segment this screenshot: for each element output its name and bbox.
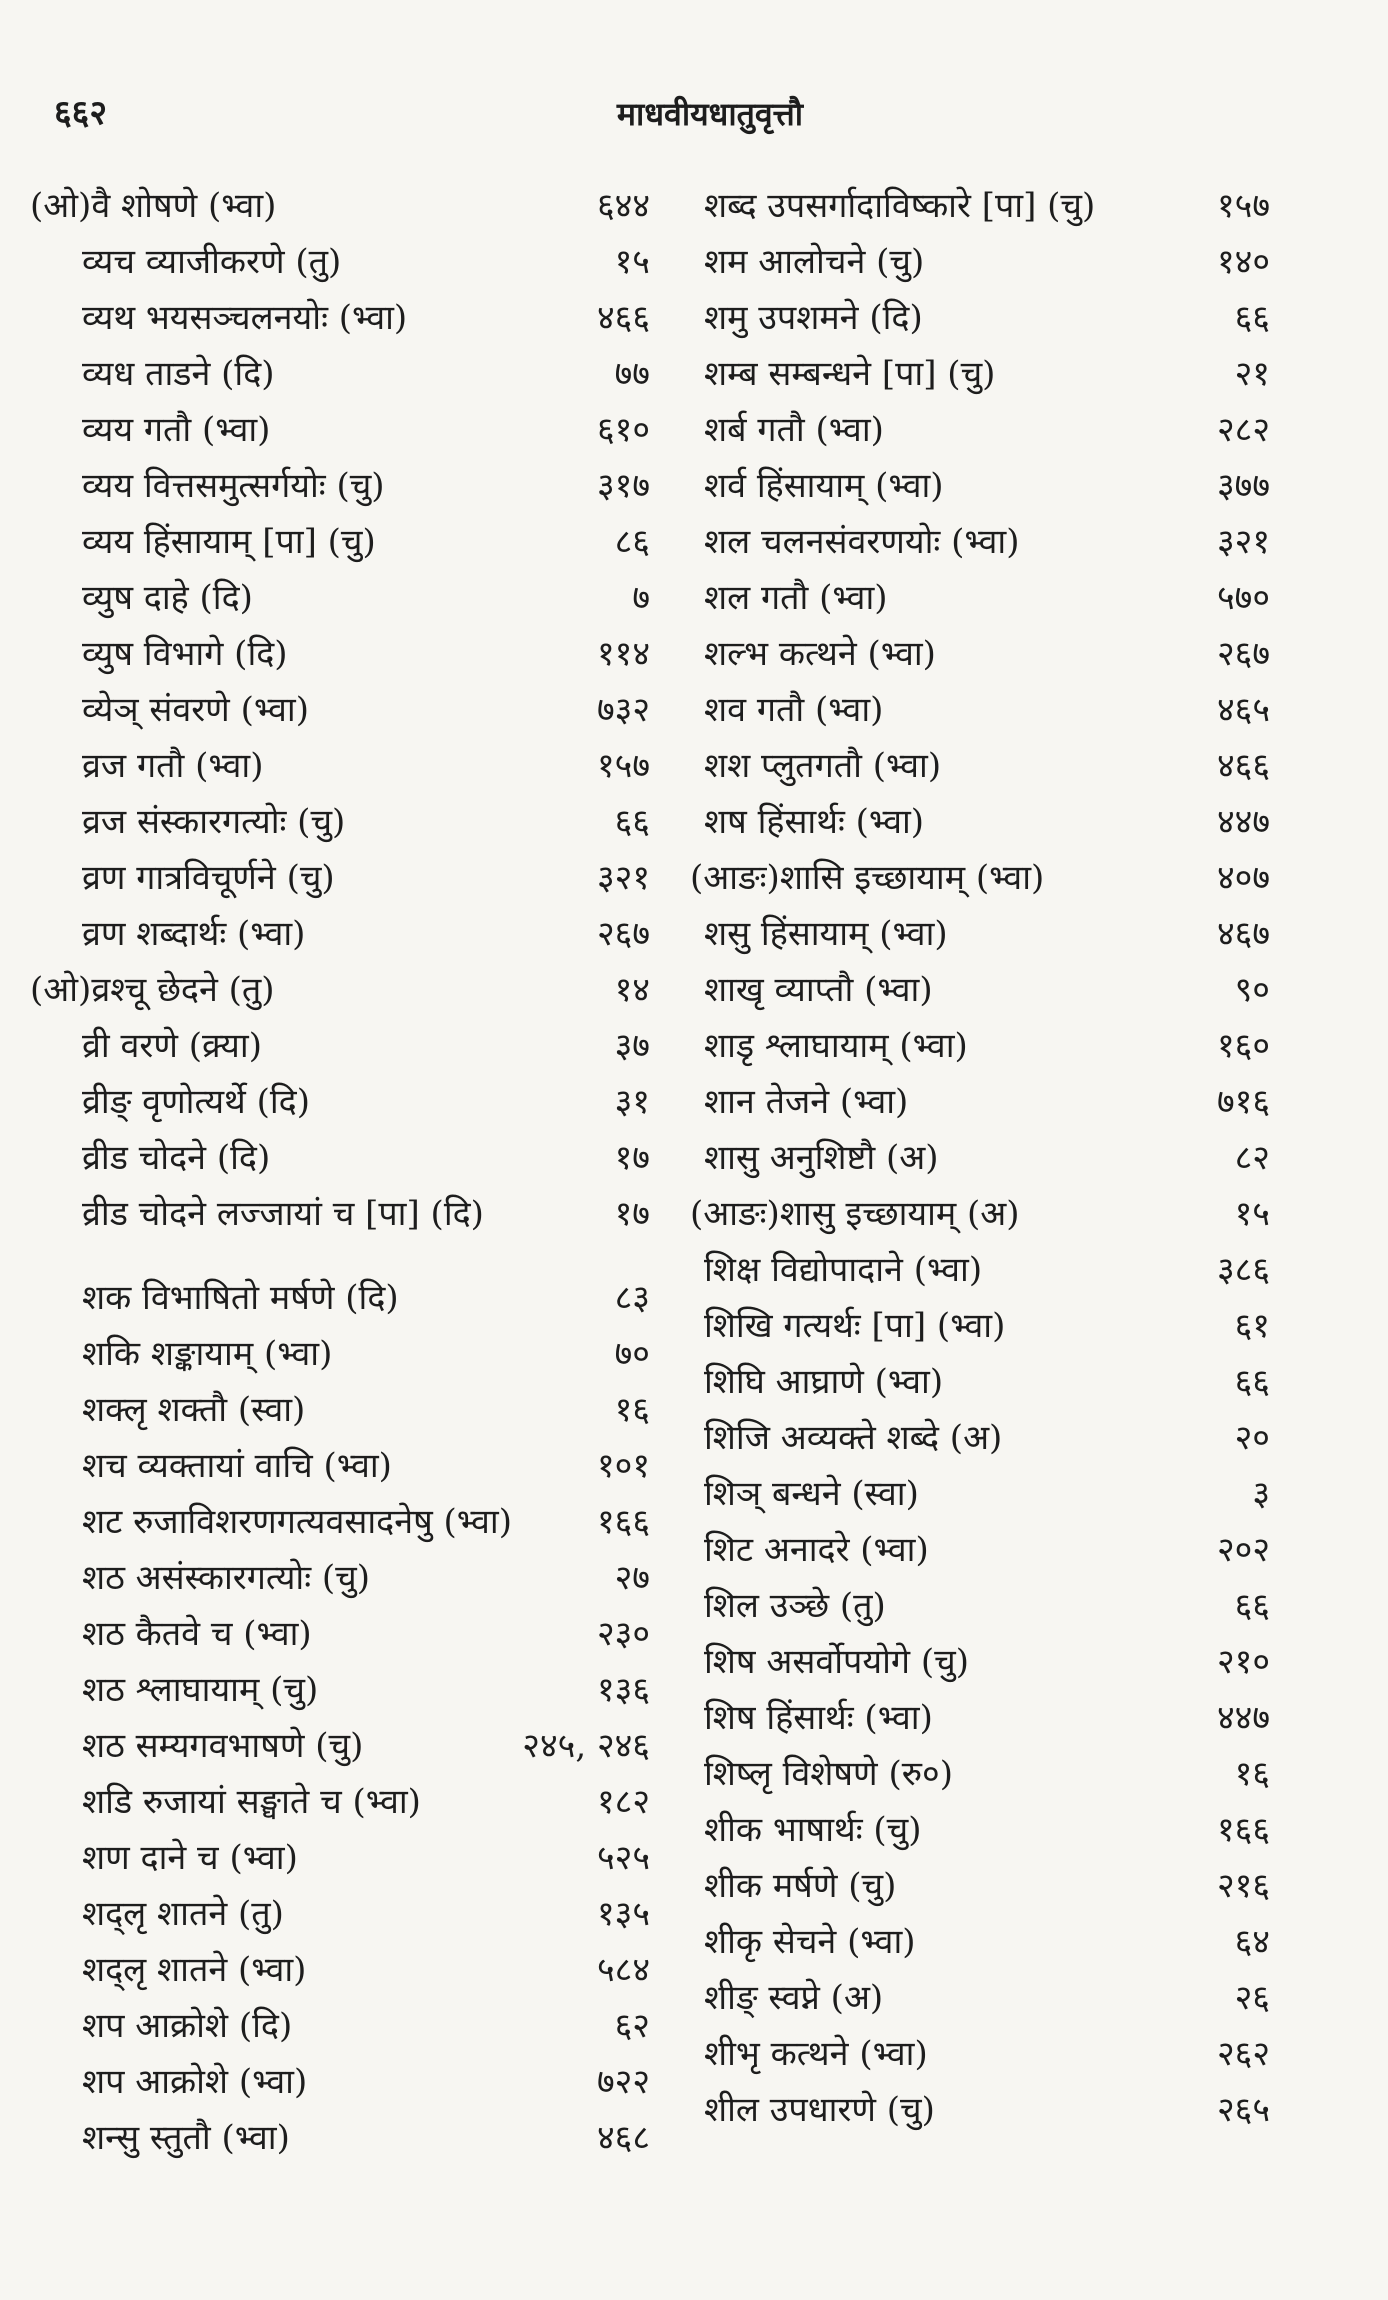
entry-page-number: ८३ (614, 1278, 650, 1318)
entry-root: शीक भाषार्थः (चु) (704, 1810, 922, 1850)
entry-root: शिक्ष विद्योपादाने (भ्वा) (704, 1250, 983, 1290)
entry-page-number: २० (1234, 1418, 1270, 1458)
entry-page-number: ८२ (1234, 1138, 1270, 1178)
index-entry (690, 1130, 1270, 1186)
entry-page-number: १३६ (596, 1670, 650, 1710)
entry-root: वै शोषणे (भ्वा) (91, 186, 277, 226)
entry-page-number: २३० (596, 1614, 650, 1654)
entry-page-number: ३१७ (596, 466, 650, 506)
entry-page-number: २४५, २४६ (522, 1726, 650, 1766)
entry-page-number: २७ (614, 1558, 650, 1598)
index-entry (30, 1718, 650, 1774)
index-entry (690, 1578, 1270, 1634)
entry-page-number: ३२१ (1216, 522, 1270, 562)
index-entry (690, 1466, 1270, 1522)
entry-page-number: १६६ (1216, 1810, 1270, 1850)
index-entry (30, 906, 650, 962)
index-entry (30, 402, 650, 458)
index-entry (30, 178, 650, 234)
entry-page-number: २६७ (596, 914, 650, 954)
entry-page-number: १३५ (596, 1894, 650, 1934)
index-entry (30, 1130, 650, 1186)
entry-page-number: ६६ (614, 802, 650, 842)
index-entry (690, 458, 1270, 514)
entry-page-number: २०२ (1216, 1530, 1270, 1570)
entry-page-number: ४६६ (596, 298, 650, 338)
entry-root: व्यय गतौ (भ्वा) (82, 410, 271, 450)
index-entry (30, 570, 650, 626)
entry-page-number: ५२५ (596, 1838, 650, 1878)
entry-root: शिजि अव्यक्ते शब्दे (अ) (704, 1418, 1003, 1458)
index-entry (690, 1914, 1270, 1970)
entry-page-number: ६१ (1234, 1306, 1270, 1346)
index-entry (690, 570, 1270, 626)
index-entry (30, 234, 650, 290)
entry-page-number: ९० (1234, 970, 1270, 1010)
entry-page-number: ६४ (1234, 1922, 1270, 1962)
entry-prefix: (आङः) (690, 1194, 780, 1234)
entry-root: शठ श्लाघायाम् (चु) (82, 1670, 319, 1710)
entry-root: शाडृ श्लाघायाम् (भ्वा) (704, 1026, 968, 1066)
entry-page-number: ४४७ (1216, 1698, 1270, 1738)
index-entry (30, 794, 650, 850)
entry-page-number: २१० (1216, 1642, 1270, 1682)
index-entry (690, 906, 1270, 962)
entry-page-number: १७ (614, 1138, 650, 1178)
entry-root: शिञ् बन्धने (स्वा) (704, 1474, 919, 1514)
index-entry (30, 1662, 650, 1718)
entry-root: शप आक्रोशे (दि) (82, 2006, 293, 2046)
index-entry (30, 682, 650, 738)
index-entry (690, 850, 1270, 906)
entry-page-number: ३१ (614, 1082, 650, 1122)
index-entry (30, 850, 650, 906)
index-entry (30, 1074, 650, 1130)
entry-root: व्यय हिंसायाम् [पा] (चु) (82, 522, 376, 562)
index-entry (690, 1354, 1270, 1410)
index-entry (30, 1886, 650, 1942)
entry-page-number: ३७७ (1216, 466, 1270, 506)
entry-root: शासु अनुशिष्टौ (अ) (704, 1138, 939, 1178)
entry-root: शाखृ व्याप्तौ (भ्वा) (704, 970, 933, 1010)
index-entry (30, 290, 650, 346)
entry-root: शिखि गत्यर्थः [पा] (भ्वा) (704, 1306, 1006, 1346)
entry-root: शद्लृ शातने (तु) (82, 1894, 284, 1934)
entry-page-number: ६६ (1234, 1586, 1270, 1626)
index-entry (30, 2054, 650, 2110)
entry-root: शद्लृ शातने (भ्वा) (82, 1950, 307, 1990)
entry-page-number: १६० (1216, 1026, 1270, 1066)
entry-prefix: (आङः) (690, 858, 780, 898)
entry-prefix: (ओ) (30, 186, 92, 226)
index-entry (30, 626, 650, 682)
entry-page-number: ३२१ (596, 858, 650, 898)
entry-page-number: ५७० (1216, 578, 1270, 618)
entry-root: शिष हिंसार्थः (भ्वा) (704, 1698, 933, 1738)
entry-page-number: १६६ (596, 1502, 650, 1542)
index-entry (690, 1746, 1270, 1802)
entry-page-number: ३८६ (1216, 1250, 1270, 1290)
entry-root: व्रण गात्रविचूर्णने (चु) (82, 858, 335, 898)
index-entry (690, 1802, 1270, 1858)
index-entry (30, 1550, 650, 1606)
entry-root: शीङ् स्वप्ने (अ) (704, 1978, 884, 2018)
index-entry (30, 1018, 650, 1074)
index-entry (30, 738, 650, 794)
index-entry (30, 1494, 650, 1550)
index-entry (30, 1942, 650, 1998)
entry-page-number: १६ (1234, 1754, 1270, 1794)
entry-root: शन्सु स्तुतौ (भ्वा) (82, 2118, 290, 2158)
index-entry (690, 1690, 1270, 1746)
index-entry (690, 962, 1270, 1018)
index-entry (690, 1074, 1270, 1130)
index-entry (690, 794, 1270, 850)
index-entry (690, 2082, 1270, 2138)
index-entry (30, 1270, 650, 1326)
entry-page-number: १८२ (596, 1782, 650, 1822)
entry-root: शासु इच्छायाम् (अ) (779, 1194, 1020, 1234)
entry-root: व्रश्चू छेदने (तु) (91, 970, 275, 1010)
index-entry (30, 2110, 650, 2166)
index-entry (30, 1438, 650, 1494)
index-entry (690, 1410, 1270, 1466)
entry-page-number: ७१६ (1216, 1082, 1270, 1122)
entry-page-number: ४४७ (1216, 802, 1270, 842)
index-entry (30, 1382, 650, 1438)
entry-root: शक्लृ शक्तौ (स्वा) (82, 1390, 306, 1430)
entry-root: शण दाने च (भ्वा) (82, 1838, 298, 1878)
entry-page-number: ३ (1252, 1474, 1270, 1514)
entry-root: शम्ब सम्बन्धने [पा] (चु) (704, 354, 996, 394)
entry-root: व्येञ् संवरणे (भ्वा) (82, 690, 309, 730)
entry-page-number: १०१ (596, 1446, 650, 1486)
entry-page-number: ४६६ (1216, 746, 1270, 786)
entry-prefix: (ओ) (30, 970, 92, 1010)
entry-page-number: २६२ (1216, 2034, 1270, 2074)
entry-page-number: १४० (1216, 242, 1270, 282)
entry-page-number: ४०७ (1216, 858, 1270, 898)
index-entry (30, 346, 650, 402)
entry-root: शर्ब गतौ (भ्वा) (704, 410, 884, 450)
entry-root: शिष्लृ विशेषणे (रु०) (704, 1754, 953, 1794)
entry-root: व्रीङ् वृणोत्यर्थे (दि) (82, 1082, 310, 1122)
entry-root: शीभृ कत्थने (भ्वा) (704, 2034, 928, 2074)
right-column (690, 178, 1270, 2138)
index-entry (690, 346, 1270, 402)
entry-root: व्रीड चोदने (दि) (82, 1138, 271, 1178)
entry-root: शिघि आघ्राणे (भ्वा) (704, 1362, 944, 1402)
entry-page-number: ८६ (614, 522, 650, 562)
index-entry (690, 1186, 1270, 1242)
entry-root: शीक मर्षणे (चु) (704, 1866, 897, 1906)
index-entry (30, 458, 650, 514)
index-entry (690, 682, 1270, 738)
entry-root: शट रुजाविशरणगत्यवसादनेषु (भ्वा) (82, 1502, 512, 1542)
entry-root: शासि इच्छायाम् (भ्वा) (779, 858, 1045, 898)
entry-page-number: २८२ (1216, 410, 1270, 450)
entry-page-number: ७३२ (596, 690, 650, 730)
entry-root: शश प्लुतगतौ (भ्वा) (704, 746, 942, 786)
entry-page-number: १६ (614, 1390, 650, 1430)
entry-root: शल्भ कत्थने (भ्वा) (704, 634, 936, 674)
index-entry (690, 1970, 1270, 2026)
entry-root: शप आक्रोशे (भ्वा) (82, 2062, 308, 2102)
entry-root: शव गतौ (भ्वा) (704, 690, 884, 730)
entry-root: व्रज गतौ (भ्वा) (82, 746, 264, 786)
entry-root: व्युष दाहे (दि) (82, 578, 253, 618)
entry-root: शष हिंसार्थः (भ्वा) (704, 802, 925, 842)
entry-root: शिल उञ्छे (तु) (704, 1586, 886, 1626)
entry-page-number: ४६५ (1216, 690, 1270, 730)
index-entry (30, 1998, 650, 2054)
entry-root: व्यध ताडने (दि) (82, 354, 275, 394)
entry-root: शिष असर्वोपयोगे (चु) (704, 1642, 969, 1682)
entry-page-number: ७७ (614, 354, 650, 394)
entry-page-number: १५७ (596, 746, 650, 786)
entry-page-number: ३७ (614, 1026, 650, 1066)
entry-root: व्युष विभागे (दि) (82, 634, 288, 674)
left-column (30, 178, 650, 2166)
entry-page-number: ६४४ (596, 186, 650, 226)
entry-page-number: ६१० (596, 410, 650, 450)
entry-page-number: ६२ (614, 2006, 650, 2046)
entry-root: व्यय वित्तसमुत्सर्गयोः (चु) (82, 466, 385, 506)
entry-root: शर्व हिंसायाम् (भ्वा) (704, 466, 944, 506)
index-entry (690, 1634, 1270, 1690)
entry-root: शीकृ सेचने (भ्वा) (704, 1922, 916, 1962)
entry-root: व्रज संस्कारगत्योः (चु) (82, 802, 346, 842)
entry-page-number: २१६ (1216, 1866, 1270, 1906)
index-entry (30, 1606, 650, 1662)
index-entry (690, 514, 1270, 570)
index-entry (30, 962, 650, 1018)
entry-root: शक विभाषितो मर्षणे (दि) (82, 1278, 399, 1318)
entry-root: शान तेजने (भ्वा) (704, 1082, 909, 1122)
index-entry (690, 290, 1270, 346)
index-entry (690, 1298, 1270, 1354)
entry-root: व्रीड चोदने लज्जायां च [पा] (दि) (82, 1194, 484, 1234)
entry-page-number: ४६७ (1216, 914, 1270, 954)
entry-page-number: ११४ (596, 634, 650, 674)
entry-root: व्यच व्याजीकरणे (तु) (82, 242, 342, 282)
entry-root: शल चलनसंवरणयोः (भ्वा) (704, 522, 1020, 562)
entry-root: शील उपधारणे (चु) (704, 2090, 935, 2130)
index-entry (690, 402, 1270, 458)
entry-page-number: ७० (614, 1334, 650, 1374)
entry-root: शसु हिंसायाम् (भ्वा) (704, 914, 948, 954)
section-gap (30, 1242, 650, 1270)
index-entry (690, 178, 1270, 234)
entry-page-number: १५ (1234, 1194, 1270, 1234)
index-entry (690, 738, 1270, 794)
index-entry (30, 514, 650, 570)
entry-root: शम आलोचने (चु) (704, 242, 925, 282)
index-entry (690, 1858, 1270, 1914)
entry-page-number: ७ (632, 578, 650, 618)
index-entry (690, 234, 1270, 290)
entry-page-number: ७२२ (596, 2062, 650, 2102)
entry-page-number: ५८४ (596, 1950, 650, 1990)
entry-root: शल गतौ (भ्वा) (704, 578, 888, 618)
entry-page-number: ६६ (1234, 1362, 1270, 1402)
entry-page-number: २६५ (1216, 2090, 1270, 2130)
entry-page-number: १४ (614, 970, 650, 1010)
entry-page-number: १५ (614, 242, 650, 282)
running-head: माधवीयधातुवृत्तौ (616, 95, 804, 133)
index-entry (690, 626, 1270, 682)
entry-root: शब्द उपसर्गादाविष्कारे [पा] (चु) (704, 186, 1096, 226)
index-entry (690, 2026, 1270, 2082)
entry-root: शकि शङ्कायाम् (भ्वा) (82, 1334, 333, 1374)
entry-page-number: २६७ (1216, 634, 1270, 674)
entry-page-number: २१ (1234, 354, 1270, 394)
entry-root: शमु उपशमने (दि) (704, 298, 923, 338)
index-entry (30, 1326, 650, 1382)
entry-root: व्यथ भयसञ्चलनयोः (भ्वा) (82, 298, 408, 338)
index-entry (690, 1018, 1270, 1074)
index-entry (30, 1774, 650, 1830)
entry-root: शठ कैतवे च (भ्वा) (82, 1614, 312, 1654)
entry-root: व्री वरणे (क्र्या) (82, 1026, 262, 1066)
index-entry (690, 1242, 1270, 1298)
entry-page-number: ४६८ (596, 2118, 650, 2158)
index-entry (30, 1830, 650, 1886)
entry-root: शच व्यक्तायां वाचि (भ्वा) (82, 1446, 392, 1486)
index-entry (30, 1186, 650, 1242)
entry-root: शठ सम्यगवभाषणे (चु) (82, 1726, 364, 1766)
entry-root: शठ असंस्कारगत्योः (चु) (82, 1558, 371, 1598)
entry-page-number: १७ (614, 1194, 650, 1234)
index-entry (690, 1522, 1270, 1578)
entry-page-number: २६ (1234, 1978, 1270, 2018)
entry-root: शिट अनादरे (भ्वा) (704, 1530, 929, 1570)
page-number: ६६२ (54, 93, 108, 133)
entry-page-number: ६६ (1234, 298, 1270, 338)
entry-root: व्रण शब्दार्थः (भ्वा) (82, 914, 306, 954)
entry-page-number: १५७ (1216, 186, 1270, 226)
entry-root: शडि रुजायां सङ्घाते च (भ्वा) (82, 1782, 421, 1822)
